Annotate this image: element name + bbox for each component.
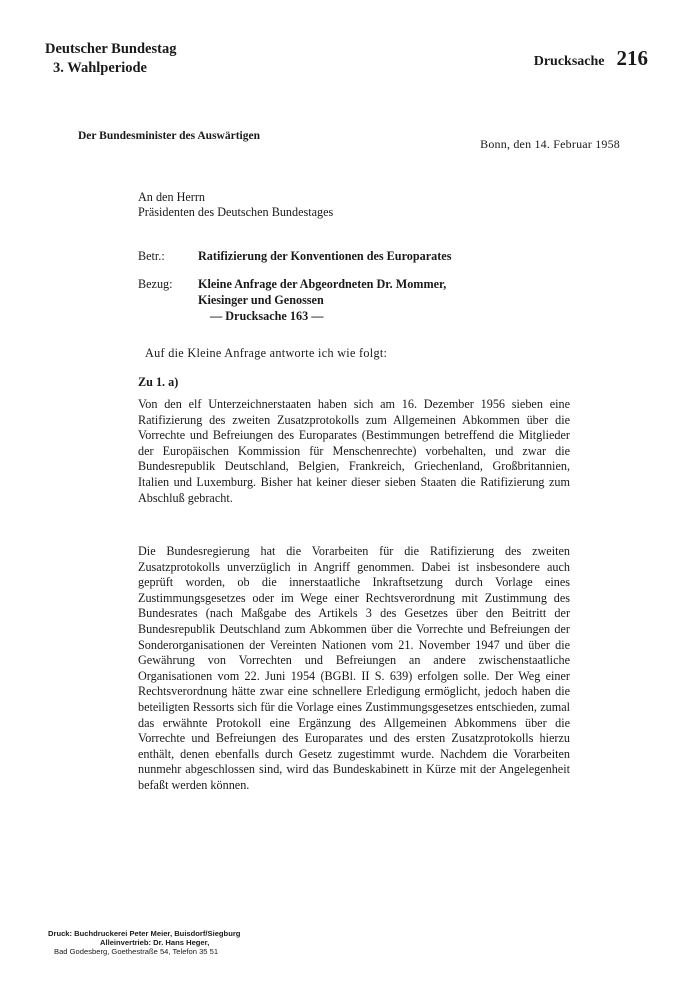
reference-line-1: Kleine Anfrage der Abgeordneten Dr. Mommer, — [198, 277, 447, 291]
reference-line-2: Kiesinger und Genossen — [198, 293, 324, 307]
subject-text: Ratifizierung der Konventionen des Europarates — [198, 249, 452, 263]
document-label: Drucksache — [533, 54, 605, 69]
imprint-line-2: Alleinvertrieb: Dr. Hans Heger, — [100, 938, 210, 947]
reference-line — [138, 276, 446, 324]
document-number-block — [534, 46, 648, 71]
print-imprint — [48, 929, 240, 956]
subject-label: Betr.: — [138, 249, 165, 263]
section-heading: Zu 1. a) — [138, 375, 179, 389]
sender: Der Bundesminister des Auswärtigen — [78, 130, 260, 142]
letter-date: Bonn, den 14. Februar 1958 — [480, 137, 620, 151]
imprint-line-3: Bad Godesberg, Goethestraße 54, Telefon 35 51 — [54, 947, 219, 956]
document-header-left — [45, 40, 176, 78]
institution-title: Deutscher Bundestag — [45, 41, 177, 57]
legislative-period: 3. Wahlperiode — [53, 60, 147, 76]
recipient-address — [138, 190, 333, 220]
reference-text — [198, 276, 446, 324]
intro-sentence: Auf die Kleine Anfrage antworte ich wie folgt: — [145, 346, 388, 360]
reference-label: Bezug: — [138, 277, 173, 291]
reference-line-3: — Drucksache 163 — — [210, 309, 324, 323]
subject-line — [138, 248, 451, 264]
document-number: 216 — [616, 46, 648, 70]
recipient-line-2: Präsidenten des Deutschen Bundestages — [138, 205, 334, 219]
paragraph-1: Von den elf Unterzeichnerstaaten haben sich am 16. Dezember 1956 sieben eine Ratifizierung des zweiten Zusatzprotokolls zum Allgemeinen Abkommen über die Vorrechte und Befreiungen des Europarates (Bestimmungen betreffend die Mitglieder der Europäischen Kommission für Menschenrechte) vorbehalten, und zwar die Bundesrepublik Deutschland, Belgien, Frankreich, Griechenland, Großbritannien, Italien und Luxemburg. Bisher hat keiner dieser sieben Staaten die Ratifizierung zum Abschluß gebracht. — [138, 397, 570, 505]
imprint-line-1: Druck: Buchdruckerei Peter Meier, Buisdorf/Siegburg — [48, 929, 241, 938]
recipient-line-1: An den Herrn — [138, 190, 206, 204]
paragraph-2: Die Bundesregierung hat die Vorarbeiten für die Ratifizierung des zweiten Zusatzprotokolls unverzüglich in Angriff genommen. Dabei ist insbesondere auch geprüft worden, ob die innerstaatliche Inkraftsetzung durch Vorlage eines Zustimmungsgesetzes oder im Wege einer Rechtsverordnung mit Zustimmung des Bundesrates (nach Maßgabe des Artikels 3 des Gesetzes über den Beitritt der Bundesrepublik Deutschland zum Abkommen über die Vorrechte und Befreiungen der Sonderorganisationen der Vereinten Nationen vom 21. November 1947 und über die Gewährung von Vorrechten und Befreiungen an andere zwischenstaatliche Organisationen vom 22. Juni 1954 (BGBl. II S. 639) erfolgen solle. Der Weg einer Rechtsverordnung hätte zwar eine schnellere Erledigung ermöglicht, jedoch haben die beteiligten Ressorts sich für die Vorlage eines Zustimmungsgesetzes entschieden, zumal das erwähnte Protokoll eine Ergänzung des Allgemeinen Abkommens über die Vorrechte und Befreiungen des Europarates und des ersten Zusatzprotokolls hierzu enthält, denen ebenfalls durch Gesetz zugestimmt wurde. Nachdem die Vorarbeiten nunmehr abgeschlossen sind, wird das Bundeskabinett in Kürze mit der Angelegenheit befaßt werden können. — [138, 544, 570, 792]
